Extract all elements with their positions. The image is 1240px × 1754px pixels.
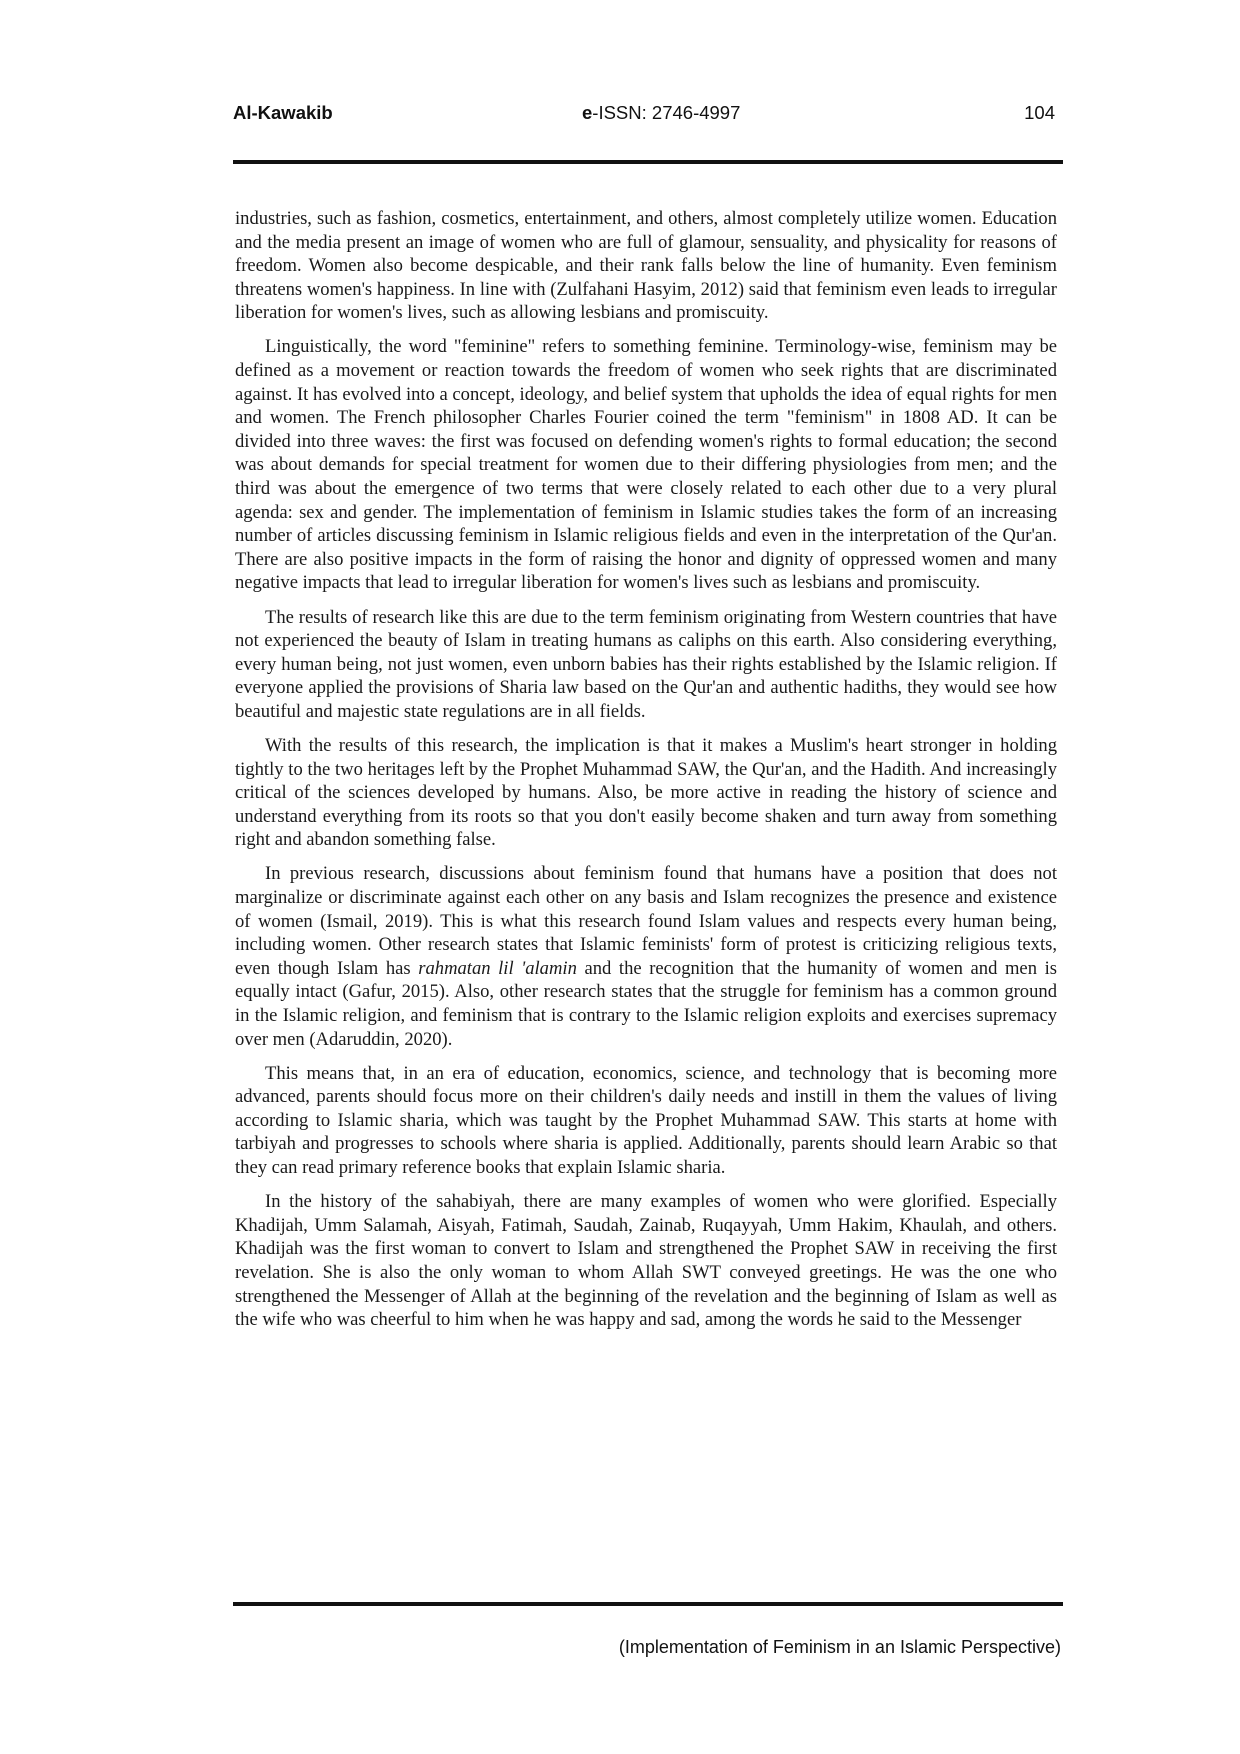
issn bbox=[582, 102, 740, 124]
text-segment: In previous research, discussions about feminism found that humans have a position that does not marginalize or discriminate against each other on any basis and Islam recognizes the presence and existence of women (Ismail, 2019). This is what this research found Islam values and respects every human being, including women. Other research states that Islamic feminists' form of protest is criticizing religious texts, even though Islam has bbox=[235, 863, 1057, 979]
running-title: (Implementation of Feminism in an Islamic Perspective) bbox=[618, 1637, 1061, 1657]
issn-number: -ISSN: 2746-4997 bbox=[592, 102, 741, 123]
paragraph-western-origins: The results of research like this are due to the term feminism originating from Western countries that have not experienced the beauty of Islam in treating humans as caliphs on this earth. Also considering everything, every human being, not just women, even unborn babies has their rights established by the Islamic religion. If everyone applied the provisions of Sharia law based on the Qur'an and authentic hadiths, they would see how beautiful and majestic state regulations are in all fields. bbox=[235, 606, 1057, 722]
italic-term: rahmatan lil 'alamin bbox=[418, 957, 577, 979]
issn-prefix: e bbox=[582, 102, 593, 123]
journal-name: Al-Kawakib bbox=[233, 102, 333, 123]
paragraph-previous-research bbox=[235, 862, 1057, 1051]
paragraph-sahabiyah: In the history of the sahabiyah, there are many examples of women who were glorified. Especially Khadijah, Umm Salamah, Aisyah, Fatimah, Saudah, Zainab, Ruqayyah, Umm Hakim, Khaulah, and others. Khadijah was the first woman to convert to Islam and strengthened the Prophet SAW in receiving the first revelation. She is also the only woman to whom Allah SWT conveyed greetings. He was the one who strengthened the Messenger of Allah at the beginning of the revelation and the beginning of Islam as well as the wife who was cheerful to him when he was happy and sad, among the words he said to the Messenger bbox=[235, 1191, 1057, 1331]
text-segment: and the recognition that the humanity of women and men is equally intact (Gafur, 2015). Also, other research states that the struggle for feminism has a common ground in the Islamic religion, and feminism that is contrary to the Islamic religion exploits and exercises supremacy over men (Adaruddin, 2020). bbox=[235, 957, 1057, 1050]
paragraph-continuation: industries, such as fashion, cosmetics, entertainment, and others, almost completely utilize women. Education and the media present an image of women who are full of glamour, sensuality, and physicality for reasons of freedom. Women also become despicable, and their rank falls below the line of humanity. Even feminism threatens women's happiness. In line with (Zulfahani Hasyim, 2012) said that feminism even leads to irregular liberation for women's lives, such as allowing lesbians and promiscuity. bbox=[235, 208, 1057, 324]
paragraph-parents: This means that, in an era of education, economics, science, and technology that is becoming more advanced, parents should focus more on their children's daily needs and instill in them the values of living according to Islamic sharia, which was taught by the Prophet Muhammad SAW. This starts at home with tarbiyah and progresses to schools where sharia is applied. Additionally, parents should learn Arabic so that they can read primary reference books that explain Islamic sharia. bbox=[235, 1062, 1057, 1179]
body-text bbox=[235, 207, 1057, 1342]
paragraph-definition: Linguistically, the word "feminine" refers to something feminine. Terminology-wise, feminism may be defined as a movement or reaction towards the freedom of women who seek rights that are discriminated against. It has evolved into a concept, ideology, and belief system that upholds the idea of equal rights for men and women. The French philosopher Charles Fourier coined the term "feminism" in 1808 AD. It can be divided into three waves: the first was focused on defending women's rights to formal education; the second was about demands for special treatment for women due to their differing physiologies from men; and the third was about the emergence of two terms that were closely related to each other due to a very plural agenda: sex and gender. The implementation of feminism in Islamic studies takes the form of an increasing number of articles discussing feminism in Islamic religious fields and even in the interpretation of the Qur'an. There are also positive impacts in the form of raising the honor and dignity of oppressed women and many negative impacts that lead to irregular liberation for women's lives such as lesbians and promiscuity. bbox=[235, 336, 1057, 594]
header-rule bbox=[233, 160, 1063, 164]
page-number: 104 bbox=[1024, 102, 1055, 123]
page-header bbox=[233, 102, 1063, 132]
paragraph-implication: With the results of this research, the implication is that it makes a Muslim's heart stronger in holding tightly to the two heritages left by the Prophet Muhammad SAW, the Qur'an, and the Hadith. And increasingly critical of the sciences developed by humans. Also, be more active in reading the history of science and understand everything from its roots so that you don't easily become shaken and turn away from something right and abandon something false. bbox=[235, 734, 1057, 851]
footer-rule bbox=[233, 1602, 1063, 1606]
